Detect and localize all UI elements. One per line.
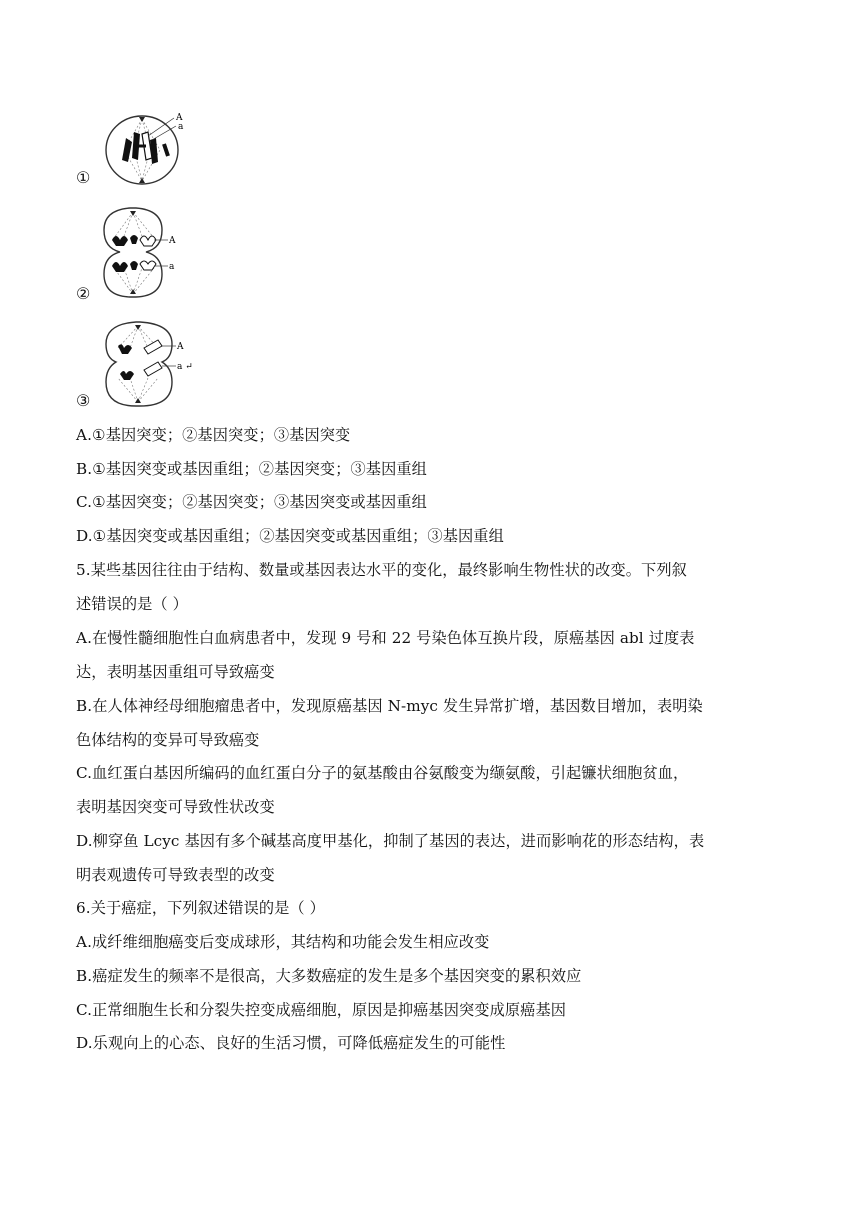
- q4-option-b: B.①基因突变或基因重组；②基因突变；③基因重组: [76, 460, 427, 478]
- q5-option-a-line-2: 达，表明基因重组可导致癌变: [76, 663, 275, 681]
- figure-3-label-A: A: [177, 342, 184, 352]
- q4-option-a: A.①基因突变；②基因突变；③基因突变: [76, 426, 351, 444]
- q4-option-d: D.①基因突变或基因重组；②基因突变或基因重组；③基因重组: [76, 527, 504, 545]
- figure-1-label-A: A: [176, 113, 183, 123]
- q6-option-a: A.成纤维细胞癌变后变成球形，其结构和功能会发生相应改变: [76, 933, 490, 951]
- figure-1-number: ①: [76, 168, 91, 187]
- figure-2-cell-diagram: [100, 202, 200, 302]
- q6-option-b: B.癌症发生的频率不是很高，大多数癌症的发生是多个基因突变的累积效应: [76, 967, 582, 985]
- figure-2-label-A: A: [169, 236, 176, 246]
- q5-option-a-line-1: A.在慢性髓细胞性白血病患者中，发现 9 号和 22 号染色体互换片段，原癌基因 abl 过度表: [76, 629, 695, 647]
- q4-option-c: C.①基因突变；②基因突变；③基因突变或基因重组: [76, 493, 427, 511]
- q5-option-b-line-2: 色体结构的变异可导致癌变: [76, 731, 260, 749]
- figure-2-label-a: a: [169, 262, 175, 272]
- q5-option-b-line-1: B.在人体神经母细胞瘤患者中，发现原癌基因 N-myc 发生异常扩增，基因数目增加，表明染: [76, 697, 703, 715]
- q5-option-c-line-1: C.血红蛋白基因所编码的血红蛋白分子的氨基酸由谷氨酸变为缬氨酸，引起镰状细胞贫血，: [76, 764, 689, 782]
- q5-stem-line-1: 5.某些基因往往由于结构、数量或基因表达水平的变化，最终影响生物性状的改变。下列叙: [76, 561, 687, 579]
- q6-option-c: C.正常细胞生长和分裂失控变成癌细胞，原因是抑癌基因突变成原癌基因: [76, 1001, 567, 1019]
- q6-stem: 6.关于癌症，下列叙述错误的是（ ）: [76, 899, 325, 917]
- figure-3-cell-diagram: [100, 318, 200, 410]
- figure-1-label-a: a: [178, 122, 184, 132]
- figure-1-cell-diagram: [104, 110, 188, 186]
- q6-option-d: D.乐观向上的心态、良好的生活习惯，可降低癌症发生的可能性: [76, 1034, 506, 1052]
- figure-2-number: ②: [76, 284, 91, 303]
- q5-option-c-line-2: 表明基因突变可导致性状改变: [76, 798, 275, 816]
- figure-3-label-a: a ↵: [177, 362, 193, 372]
- q5-stem-line-2: 述错误的是（ ）: [76, 595, 188, 613]
- figure-3-number: ③: [76, 391, 91, 410]
- q5-option-d-line-2: 明表观遗传可导致表型的改变: [76, 866, 275, 884]
- q5-option-d-line-1: D.柳穿鱼 Lcyc 基因有多个碱基高度甲基化，抑制了基因的表达，进而影响花的形态结构，表: [76, 832, 705, 850]
